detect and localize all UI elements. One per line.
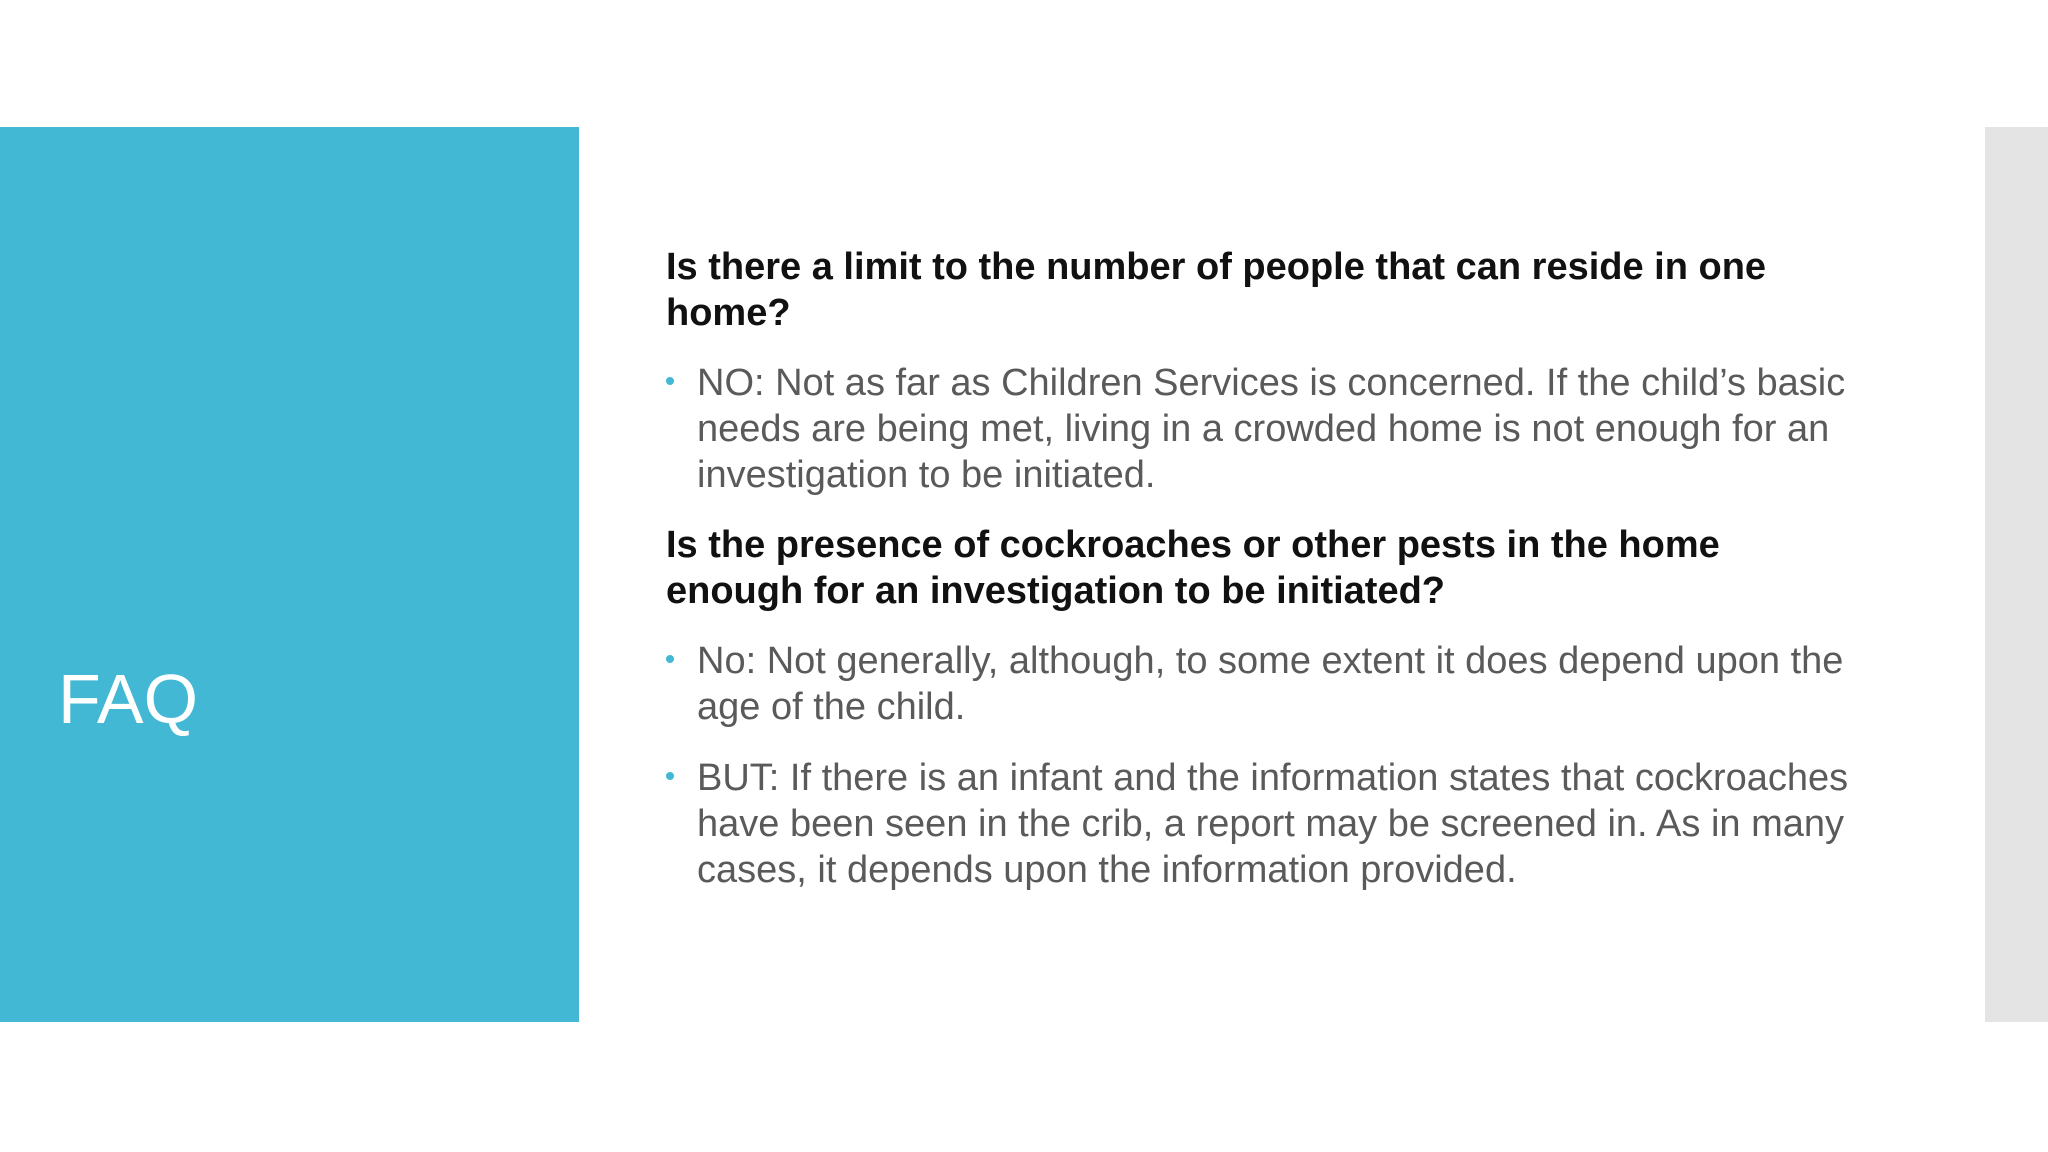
- faq-question-1: Is there a limit to the number of people that can reside in one home?: [666, 246, 1767, 334]
- slide-edge-strip: [1985, 127, 2048, 1022]
- title-panel: [0, 127, 579, 1022]
- bullet-icon: [666, 655, 674, 663]
- slide-title: FAQ: [58, 660, 199, 738]
- bullet-icon: [666, 772, 674, 780]
- faq-answer-3: [666, 755, 1866, 893]
- faq-content: [666, 244, 1866, 893]
- faq-answer-3-text: BUT: If there is an infant and the information states that cockroaches have been seen in the crib, a report may be screened in. As in many cases, it depends upon the information provided.: [697, 757, 1849, 891]
- bullet-icon: [666, 377, 674, 385]
- faq-question-2: Is the presence of cockroaches or other pests in the home enough for an investigation to be initiated?: [666, 524, 1720, 612]
- faq-answer-2-text: No: Not generally, although, to some extent it does depend upon the age of the child.: [697, 640, 1844, 728]
- faq-answer-2: [666, 638, 1866, 730]
- faq-answer-1: [666, 360, 1866, 498]
- faq-answer-1-text: NO: Not as far as Children Services is concerned. If the child’s basic needs are being met, living in a crowded home is not enough for an investigation to be initiated.: [697, 362, 1846, 496]
